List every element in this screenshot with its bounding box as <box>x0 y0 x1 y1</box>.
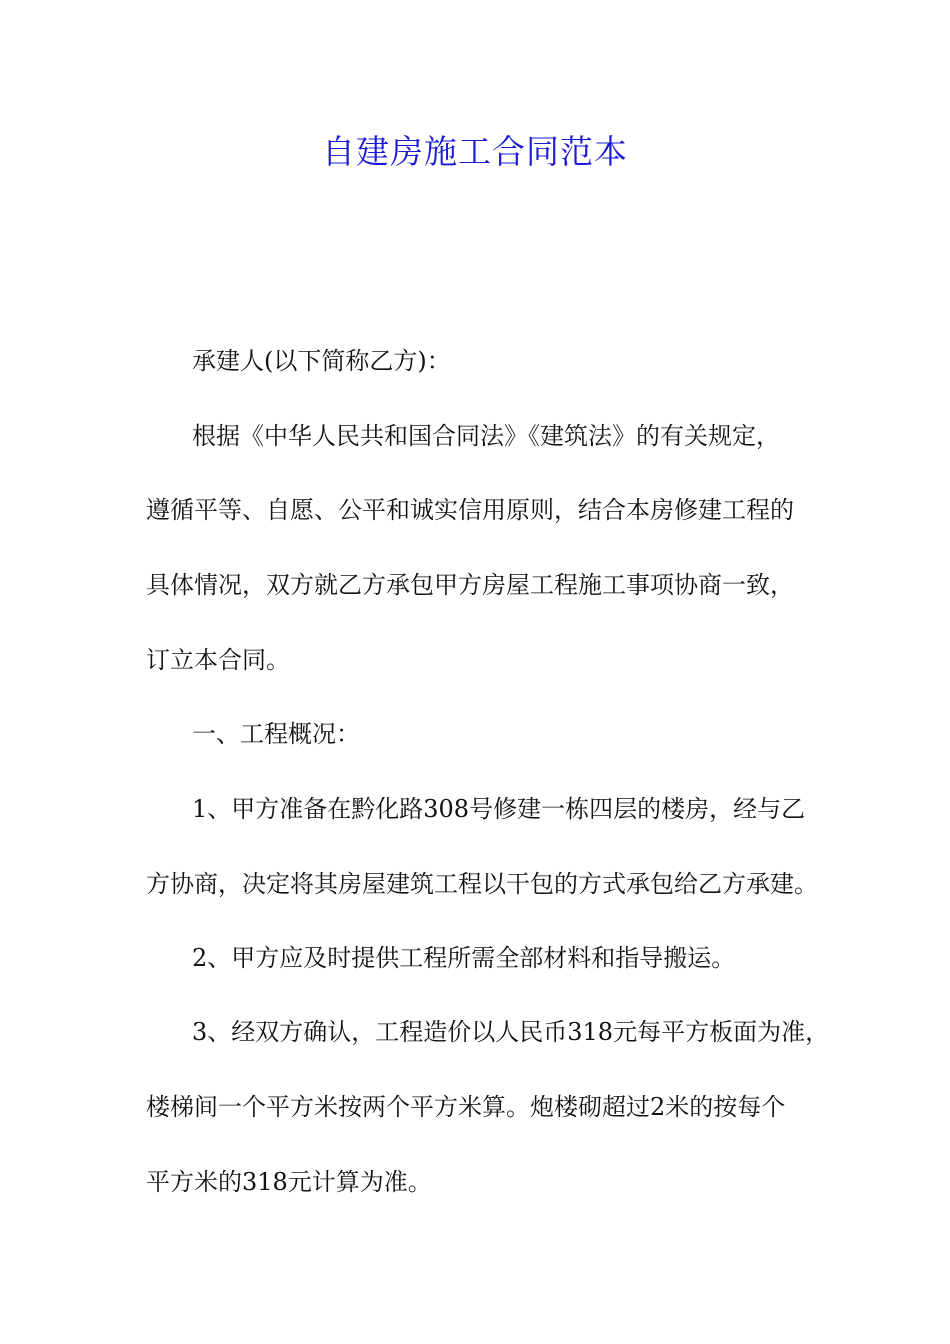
section-heading-overview: 一、工程概况： <box>192 720 360 748</box>
clause-1-line-1: 1、甲方准备在黔化路308号修建一栋四层的楼房，经与乙 <box>192 795 806 823</box>
paragraph-intro-line-3: 具体情况，双方就乙方承包甲方房屋工程施工事项协商一致， <box>146 571 794 599</box>
paragraph-intro-line-2: 遵循平等、自愿、公平和诚实信用原则，结合本房修建工程的 <box>146 496 794 524</box>
clause-2-line-1: 2、甲方应及时提供工程所需全部材料和指导搬运。 <box>192 944 736 972</box>
paragraph-intro-line-4: 订立本合同。 <box>146 646 290 674</box>
contractor-line: 承建人(以下简称乙方)： <box>192 347 451 375</box>
document-title: 自建房施工合同范本 <box>322 132 628 171</box>
clause-1-line-2: 方协商，决定将其房屋建筑工程以干包的方式承包给乙方承建。 <box>146 870 818 898</box>
clause-3-line-2: 楼梯间一个平方米按两个平方米算。炮楼砌超过2米的按每个 <box>146 1093 786 1121</box>
clause-3-line-3: 平方米的318元计算为准。 <box>146 1168 432 1196</box>
paragraph-intro-line-1: 根据《中华人民共和国合同法》《建筑法》的有关规定， <box>192 422 780 450</box>
clause-3-line-1: 3、经双方确认，工程造价以人民币318元每平方板面为准， <box>192 1018 830 1046</box>
